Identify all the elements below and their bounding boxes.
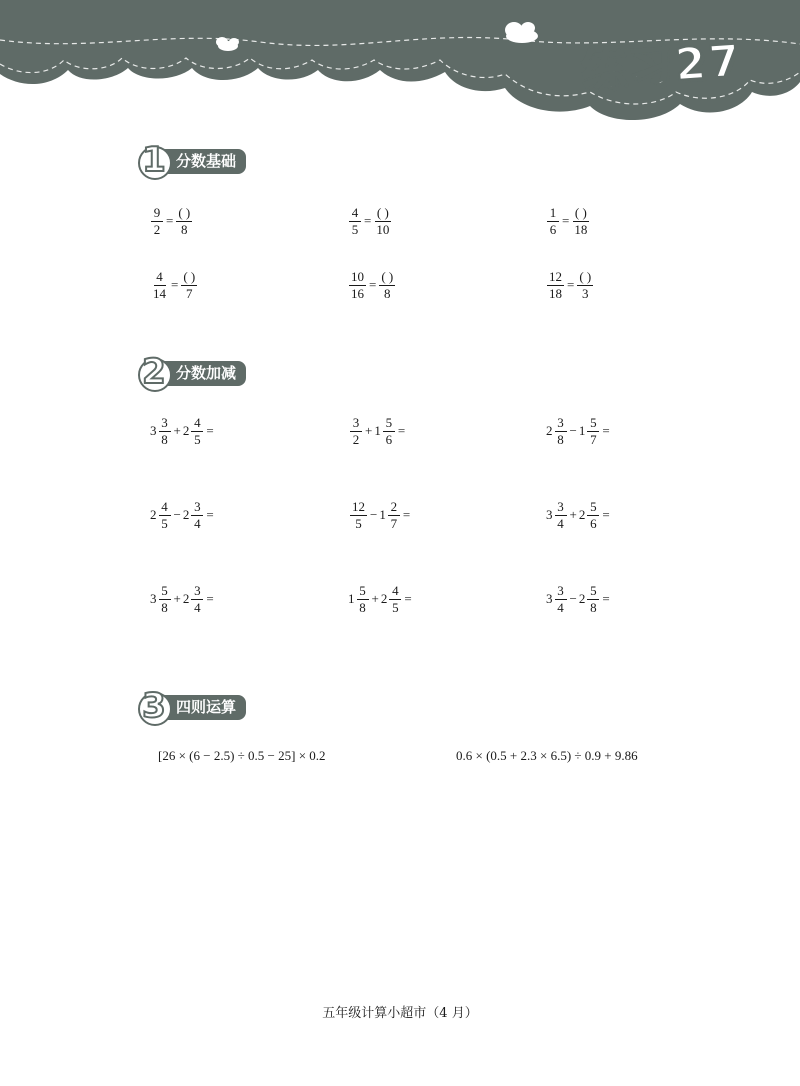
whole-number: 2 — [150, 507, 157, 523]
denominator: 4 — [194, 515, 201, 531]
mixed-expression-1: [26 × (6 − 2.5) ÷ 0.5 − 25] × 0.2 — [158, 748, 326, 763]
equals-sign: = — [364, 213, 372, 229]
section-number: 2 — [142, 352, 166, 392]
fraction — [191, 416, 203, 446]
basics-problem — [546, 270, 594, 300]
equals-sign: = — [397, 423, 406, 439]
denominator: 6 — [385, 431, 393, 447]
addsub-problem — [546, 584, 612, 614]
answer-blank[interactable]: ( ) — [381, 269, 394, 284]
addsub-problem — [348, 584, 414, 614]
answer-fraction — [577, 270, 593, 300]
numerator: 12 — [352, 499, 365, 514]
fraction — [191, 500, 203, 530]
numerator: 5 — [587, 500, 599, 516]
denominator: 4 — [557, 515, 564, 531]
operator: + — [569, 507, 577, 523]
operator: − — [569, 423, 577, 439]
denominator: 8 — [557, 431, 564, 447]
fraction — [151, 206, 163, 236]
fraction — [587, 500, 599, 530]
addsub-problem — [348, 500, 412, 530]
numerator: 3 — [555, 500, 567, 516]
fraction — [587, 584, 599, 614]
basics-problem — [546, 206, 590, 236]
numerator: 4 — [389, 584, 401, 600]
denominator: 5 — [351, 221, 359, 237]
answer-fraction — [176, 206, 192, 236]
page-title: 练习27 — [579, 35, 744, 98]
denominator: 8 — [181, 221, 188, 237]
numerator: 4 — [191, 416, 203, 432]
numerator: 12 — [549, 269, 562, 284]
section-label: 分数加减 — [164, 361, 246, 386]
basics-problem — [150, 206, 193, 236]
denominator: 8 — [161, 431, 168, 447]
answer-blank[interactable]: ( ) — [183, 269, 196, 284]
denominator: 7 — [590, 431, 597, 447]
fraction — [357, 584, 369, 614]
fraction — [350, 500, 367, 530]
fraction — [151, 270, 168, 300]
mixed-expression-2: 0.6 × (0.5 + 2.3 × 6.5) ÷ 0.9 + 9.86 — [456, 748, 638, 763]
numerator: 3 — [555, 416, 567, 432]
numerator: 4 — [154, 270, 166, 286]
numerator: 3 — [191, 500, 203, 516]
equals-sign: = — [602, 507, 610, 523]
whole-number: 3 — [546, 591, 553, 607]
answer-blank[interactable]: ( ) — [574, 205, 587, 220]
fraction — [555, 416, 567, 446]
equals-sign: = — [206, 507, 214, 523]
whole-number: 2 — [182, 507, 190, 523]
numerator: 1 — [547, 206, 559, 222]
answer-fraction — [572, 206, 589, 236]
denominator: 6 — [590, 515, 597, 531]
whole-number: 2 — [380, 591, 388, 607]
whole-number: 1 — [578, 423, 586, 439]
basics-problem — [348, 206, 392, 236]
section-number: 3 — [142, 686, 166, 726]
fraction — [555, 500, 567, 530]
equals-sign: = — [166, 213, 174, 229]
equals-sign: = — [602, 591, 610, 607]
numerator: 5 — [383, 416, 395, 432]
answer-fraction — [374, 206, 391, 236]
answer-blank[interactable]: ( ) — [579, 269, 592, 284]
numerator: 5 — [357, 584, 369, 600]
answer-blank[interactable]: ( ) — [178, 205, 191, 220]
equals-sign: = — [171, 277, 179, 293]
numerator: 5 — [587, 416, 599, 432]
operator: + — [365, 423, 373, 439]
denominator: 3 — [582, 285, 589, 301]
numerator: 4 — [349, 206, 361, 222]
denominator: 8 — [590, 599, 597, 615]
denominator: 18 — [574, 221, 588, 237]
fraction — [159, 584, 171, 614]
fraction — [191, 584, 203, 614]
numerator: 5 — [159, 584, 171, 600]
numerator: 2 — [388, 500, 400, 516]
fraction — [547, 206, 559, 236]
header-banner — [0, 0, 800, 130]
equals-sign: = — [567, 277, 575, 293]
denominator: 5 — [355, 515, 362, 531]
fraction — [587, 416, 599, 446]
fraction — [350, 416, 362, 446]
denominator: 14 — [153, 285, 166, 301]
fraction — [349, 206, 361, 236]
addsub-problem — [150, 500, 216, 530]
fraction — [383, 416, 395, 446]
basics-problem — [348, 270, 396, 300]
answer-fraction — [379, 270, 395, 300]
denominator: 2 — [352, 431, 360, 447]
section-label: 四则运算 — [164, 695, 246, 720]
fraction — [547, 270, 564, 300]
whole-number: 2 — [578, 507, 586, 523]
fraction — [159, 416, 171, 446]
numerator: 3 — [159, 416, 171, 432]
addsub-problem — [150, 416, 216, 446]
whole-number: 3 — [150, 423, 157, 439]
operator: − — [173, 507, 181, 523]
equals-sign: = — [402, 507, 411, 523]
denominator: 2 — [153, 221, 161, 237]
section-number: 1 — [142, 140, 166, 180]
section-label: 分数基础 — [164, 149, 246, 174]
equals-sign: = — [206, 591, 214, 607]
denominator: 7 — [186, 285, 193, 301]
denominator: 8 — [161, 599, 168, 615]
whole-number: 1 — [374, 423, 381, 439]
denominator: 4 — [557, 599, 564, 615]
denominator: 4 — [194, 599, 201, 615]
denominator: 8 — [359, 599, 366, 615]
numerator: 9 — [151, 206, 163, 222]
operator: + — [371, 591, 379, 607]
operator: + — [173, 591, 181, 607]
equals-sign: = — [206, 423, 214, 439]
footer-text: 五年级计算小超市（4 月） — [322, 1006, 478, 1021]
numerator: 10 — [351, 269, 364, 284]
numerator: 5 — [587, 584, 599, 600]
denominator: 18 — [549, 285, 562, 301]
numerator: 4 — [159, 500, 171, 516]
denominator: 10 — [376, 221, 390, 237]
equals-sign: = — [369, 277, 377, 293]
denominator: 16 — [351, 285, 364, 301]
whole-number: 1 — [379, 507, 386, 523]
operator: − — [569, 591, 577, 607]
whole-number: 2 — [182, 423, 190, 439]
fraction — [555, 584, 567, 614]
denominator: 5 — [392, 599, 399, 615]
whole-number: 2 — [578, 591, 586, 607]
answer-blank[interactable]: ( ) — [376, 205, 389, 220]
whole-number: 1 — [348, 591, 355, 607]
answer-fraction — [181, 270, 197, 300]
denominator: 6 — [549, 221, 557, 237]
operator: + — [173, 423, 181, 439]
equals-sign: = — [562, 213, 570, 229]
denominator: 8 — [384, 285, 391, 301]
whole-number: 3 — [546, 507, 553, 523]
addsub-problem — [348, 416, 407, 446]
addsub-problem — [150, 584, 216, 614]
whole-number: 3 — [150, 591, 157, 607]
denominator: 5 — [161, 515, 168, 531]
equals-sign: = — [404, 591, 412, 607]
fraction — [159, 500, 171, 530]
denominator: 7 — [390, 515, 398, 531]
addsub-problem — [546, 500, 612, 530]
numerator: 3 — [350, 416, 362, 432]
operator: − — [370, 507, 378, 523]
addsub-problem — [546, 416, 612, 446]
fraction — [389, 584, 401, 614]
numerator: 3 — [191, 584, 203, 600]
fraction — [349, 270, 366, 300]
fraction — [388, 500, 400, 530]
numerator: 3 — [555, 584, 567, 600]
whole-number: 2 — [546, 423, 553, 439]
whole-number: 2 — [182, 591, 190, 607]
basics-problem — [150, 270, 198, 300]
denominator: 5 — [194, 431, 201, 447]
equals-sign: = — [602, 423, 610, 439]
